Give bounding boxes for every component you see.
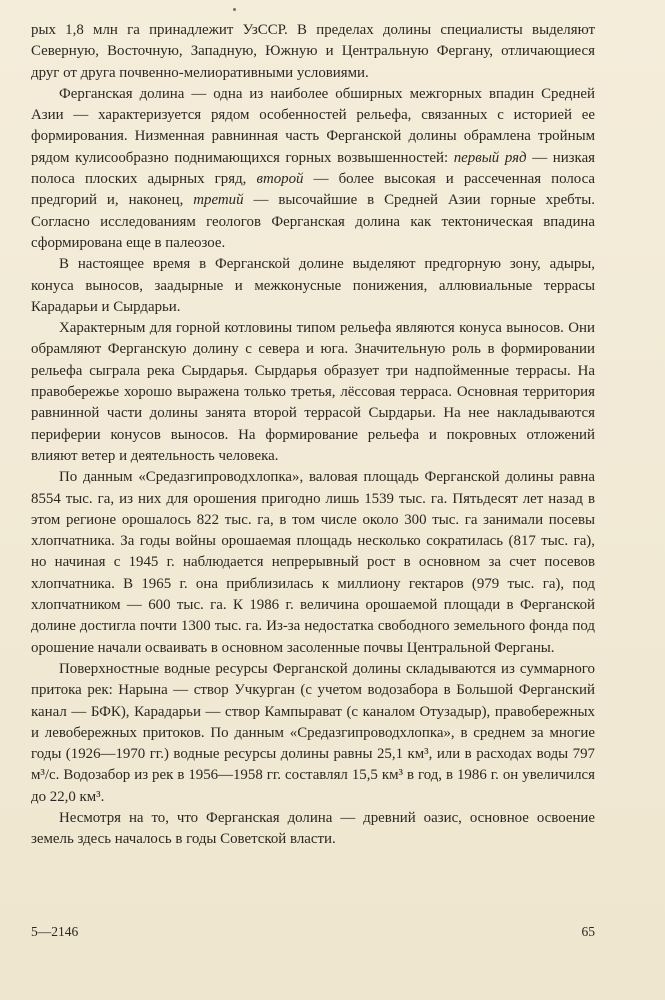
page-number: 65	[581, 924, 595, 939]
paragraph-7: Несмотря на то, что Ферганская долина — древний оазис, основное освоение земель здесь началось в годы Советской власти.	[31, 809, 595, 848]
paragraph-1: рых 1,8 млн га принадлежит УзССР. В пределах долины специалисты выделяют Северную, Восточную, Западную, Южную и Центральную Фергану, отличающиеся друг от друга почвенно-мелиоративными условиями.	[31, 22, 595, 81]
body-text	[31, 20, 595, 851]
paragraph-6: Поверхностные водные ресурсы Ферганской долины складываются из суммарного притока рек: Нарына — створ Учкурган (с учетом водозабора в Большой Ферганский канал — БФК), Карадарьи — створ Кампырават (с каналом Отузадыр), правобережных и левобережных притоков. По данным «Средазгипроводхлопка», в среднем за многие годы (1926—1970 гг.) водные ресурсы долины равны 25,1 км³, или в расходах воды 797 м³/с. Водозабор из рек в 1956—1958 гг. составлял 15,5 км³ в год, в 1986 г. он увеличился до 22,0 км³.	[31, 660, 595, 805]
print-speck	[233, 8, 236, 11]
paragraph-3: В настоящее время в Ферганской долине выделяют предгорную зону, адыры, конуса выносов, заадырные и межконусные понижения, аллювиальные террасы Карадарьи и Сырдарьи.	[31, 256, 595, 315]
paragraph-4: Характерным для горной котловины типом рельефа являются конуса выносов. Они обрамляют Ферганскую долину с севера и юга. Значительную роль в формировании рельефа сыграла река Сырдарья. Сырдарья образует три надпойменные террасы. На правобережье хорошо выражена только третья, лёссовая терраса. Основная территория равнинной части долины занята второй террасой Сырдарьи. На нее накладываются периферии конусов выносов. На формирование рельефа и покровных отложений влияют ветер и деятельность человека.	[31, 320, 595, 464]
paragraph-5: По данным «Средазгипроводхлопка», валовая площадь Ферганской долины равна 8554 тыс. га, из них для орошения пригодно лишь 1539 тыс. га. Пятьдесят лет назад в этом регионе орошалось 822 тыс. га, в том числе около 300 тыс. га занимали посевы хлопчатника. За годы войны орошаемая площадь несколько сократилась (817 тыс. га), но начиная с 1945 г. наблюдается непрерывный рост в основном за счет посевов хлопчатника. В 1965 г. она приблизилась к миллиону гектаров (979 тыс. га), под хлопчатником — 600 тыс. га. К 1986 г. величина орошаемой площади в Ферганской долине достигла почти 1300 тыс. га. Из-за недостатка свободного земельного фонда под орошение начали осваивать в основном засоленные почвы Центральной Ферганы.	[31, 469, 595, 656]
paragraph-2: Ферганская долина — одна из наиболее обширных межгорных впадин Средней Азии — характеризуется рядом особенностей рельефа, связанных с историей ее формирования. Низменная равнинная часть Ферганской долины обрамлена тройным рядом кулисообразно поднимающихся горных возвышенностей: первый ряд — низкая полоса плоских адырных гряд, второй — более высокая и рассеченная полоса предгорий и, наконец, третий — высочайшие в Средней Азии горные хребты. Согласно исследованиям геологов Ферганская долина как тектоническая впадина сформирована еще в палеозое.	[31, 85, 596, 251]
printer-signature: 5—2146	[31, 924, 79, 939]
